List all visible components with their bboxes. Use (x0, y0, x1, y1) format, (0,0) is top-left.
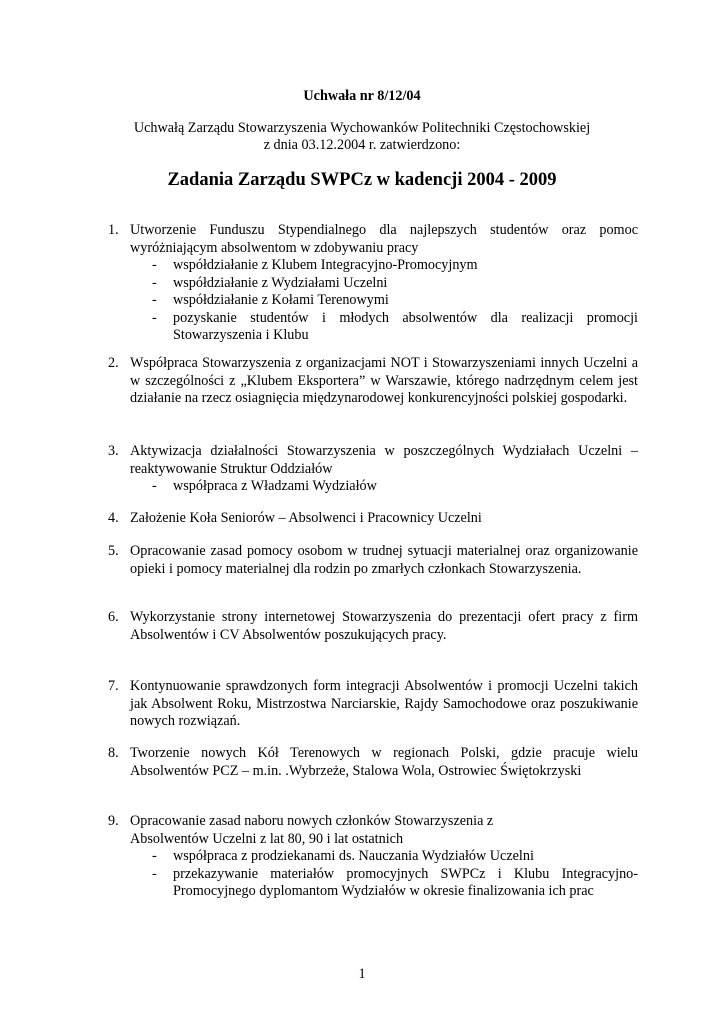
main-title: Zadania Zarządu SWPCz w kadencji 2004 - 2009 (167, 170, 557, 190)
sub-list (130, 257, 638, 345)
sub-item: - pozyskanie studentów i młodych absolwentów dla realizacji promocji Stowarzyszenia i Klubu (152, 309, 638, 343)
item-text: Utworzenie Funduszu Stypendialnego dla najlepszych studentów oraz pomoc wyróżniającym absolwentom w zdobywaniu pracy (130, 222, 638, 256)
resolution-line-2: z dnia 03.12.2004 r. zatwierdzono: (263, 137, 461, 153)
sub-item: - współpraca z Władzami Wydziałów (152, 478, 377, 494)
sub-list (130, 848, 638, 901)
dash-bullet: - (152, 309, 157, 326)
item-number: 2. (108, 355, 119, 371)
item-number: 1. (108, 222, 119, 238)
list-item-2 (108, 355, 638, 408)
list-item-7 (108, 678, 638, 731)
dash-bullet: - (152, 292, 157, 308)
list-item-3 (108, 443, 638, 496)
item-text: Tworzenie nowych Kół Terenowych w regionach Polski, gdzie pracuje wielu Absolwentów PCZ – m.in. .Wybrzeże, Stalowa Wola, Ostrowiec Świętokrzyski (130, 745, 638, 779)
sub-list (130, 478, 638, 496)
item-text: Aktywizacja działalności Stowarzyszenia w poszczególnych Wydziałach Uczelni – reaktywowanie Struktur Oddziałów (130, 443, 638, 477)
sub-item: - współpraca z prodziekanami ds. Nauczania Wydziałów Uczelni (152, 848, 534, 864)
sub-item: - współdziałanie z Wydziałami Uczelni (152, 274, 388, 291)
item-number: 6. (108, 609, 119, 625)
dash-bullet: - (152, 848, 157, 864)
list-item-8 (108, 745, 638, 780)
list-item-1 (108, 222, 638, 345)
page-number: 1 (358, 966, 366, 982)
item-number: 7. (108, 678, 119, 694)
dash-bullet: - (152, 257, 157, 273)
item-text: Współpraca Stowarzyszenia z organizacjami NOT i Stowarzyszeniami innych Uczelni a w szczególności z „Klubem Eksportera” w Warszawie, którego nadrzędnym celem jest działanie na rzecz osiagnięcia międzynarodowej konkurencyjności polskiej gospodarki. (130, 355, 638, 406)
item-text-line-2: Absolwentów Uczelni z lat 80, 90 i lat ostatnich (130, 830, 404, 847)
list-item-6 (108, 609, 638, 644)
list-item-5 (108, 543, 638, 578)
sub-item: - współdziałanie z Kołami Terenowymi (152, 292, 389, 308)
item-text: Opracowanie zasad pomocy osobom w trudnej sytuacji materialnej oraz organizowanie opieki i pomocy materialnej dla rodzin po zmarłych członkach Stowarzyszenia. (130, 543, 638, 577)
item-number: 5. (108, 543, 119, 559)
resolution-line-1: Uchwałą Zarządu Stowarzyszenia Wychowanków Politechniki Częstochowskiej (133, 120, 591, 136)
dash-bullet: - (152, 865, 157, 882)
item-number: 8. (108, 745, 119, 761)
item-text: Wykorzystanie strony internetowej Stowarzyszenia do prezentacji ofert pracy z firm Absolwentów i CV Absolwentów poszukujących pracy. (130, 609, 638, 643)
item-number: 9. (108, 813, 119, 829)
sub-item: - współdziałanie z Klubem Integracyjno-Promocyjnym (152, 257, 478, 273)
list-item-4 (108, 510, 638, 528)
dash-bullet: - (152, 478, 157, 494)
item-text: Kontynuowanie sprawdzonych form integracji Absolwentów i promocji Uczelni takich jak Absolwent Roku, Mistrzostwa Narciarskie, Rajdy Samochodowe oraz poszukiwanie nowych rozwiązań. (130, 678, 638, 729)
resolution-description (0, 120, 724, 154)
resolution-title: Uchwała nr 8/12/04 (303, 88, 421, 104)
item-number: 3. (108, 443, 119, 459)
dash-bullet: - (152, 274, 157, 291)
item-text-line-1: Opracowanie zasad naboru nowych członków Stowarzyszenia z (130, 813, 494, 829)
sub-item: - przekazywanie materiałów promocyjnych SWPCz i Klubu Integracyjno-Promocyjnego dyplomantom Wydziałów w okresie finalizowania ich prac (152, 865, 638, 899)
item-number: 4. (108, 510, 119, 526)
list-item-9 (108, 813, 638, 901)
item-text: Założenie Koła Seniorów – Absolwenci i Pracownicy Uczelni (130, 510, 482, 526)
